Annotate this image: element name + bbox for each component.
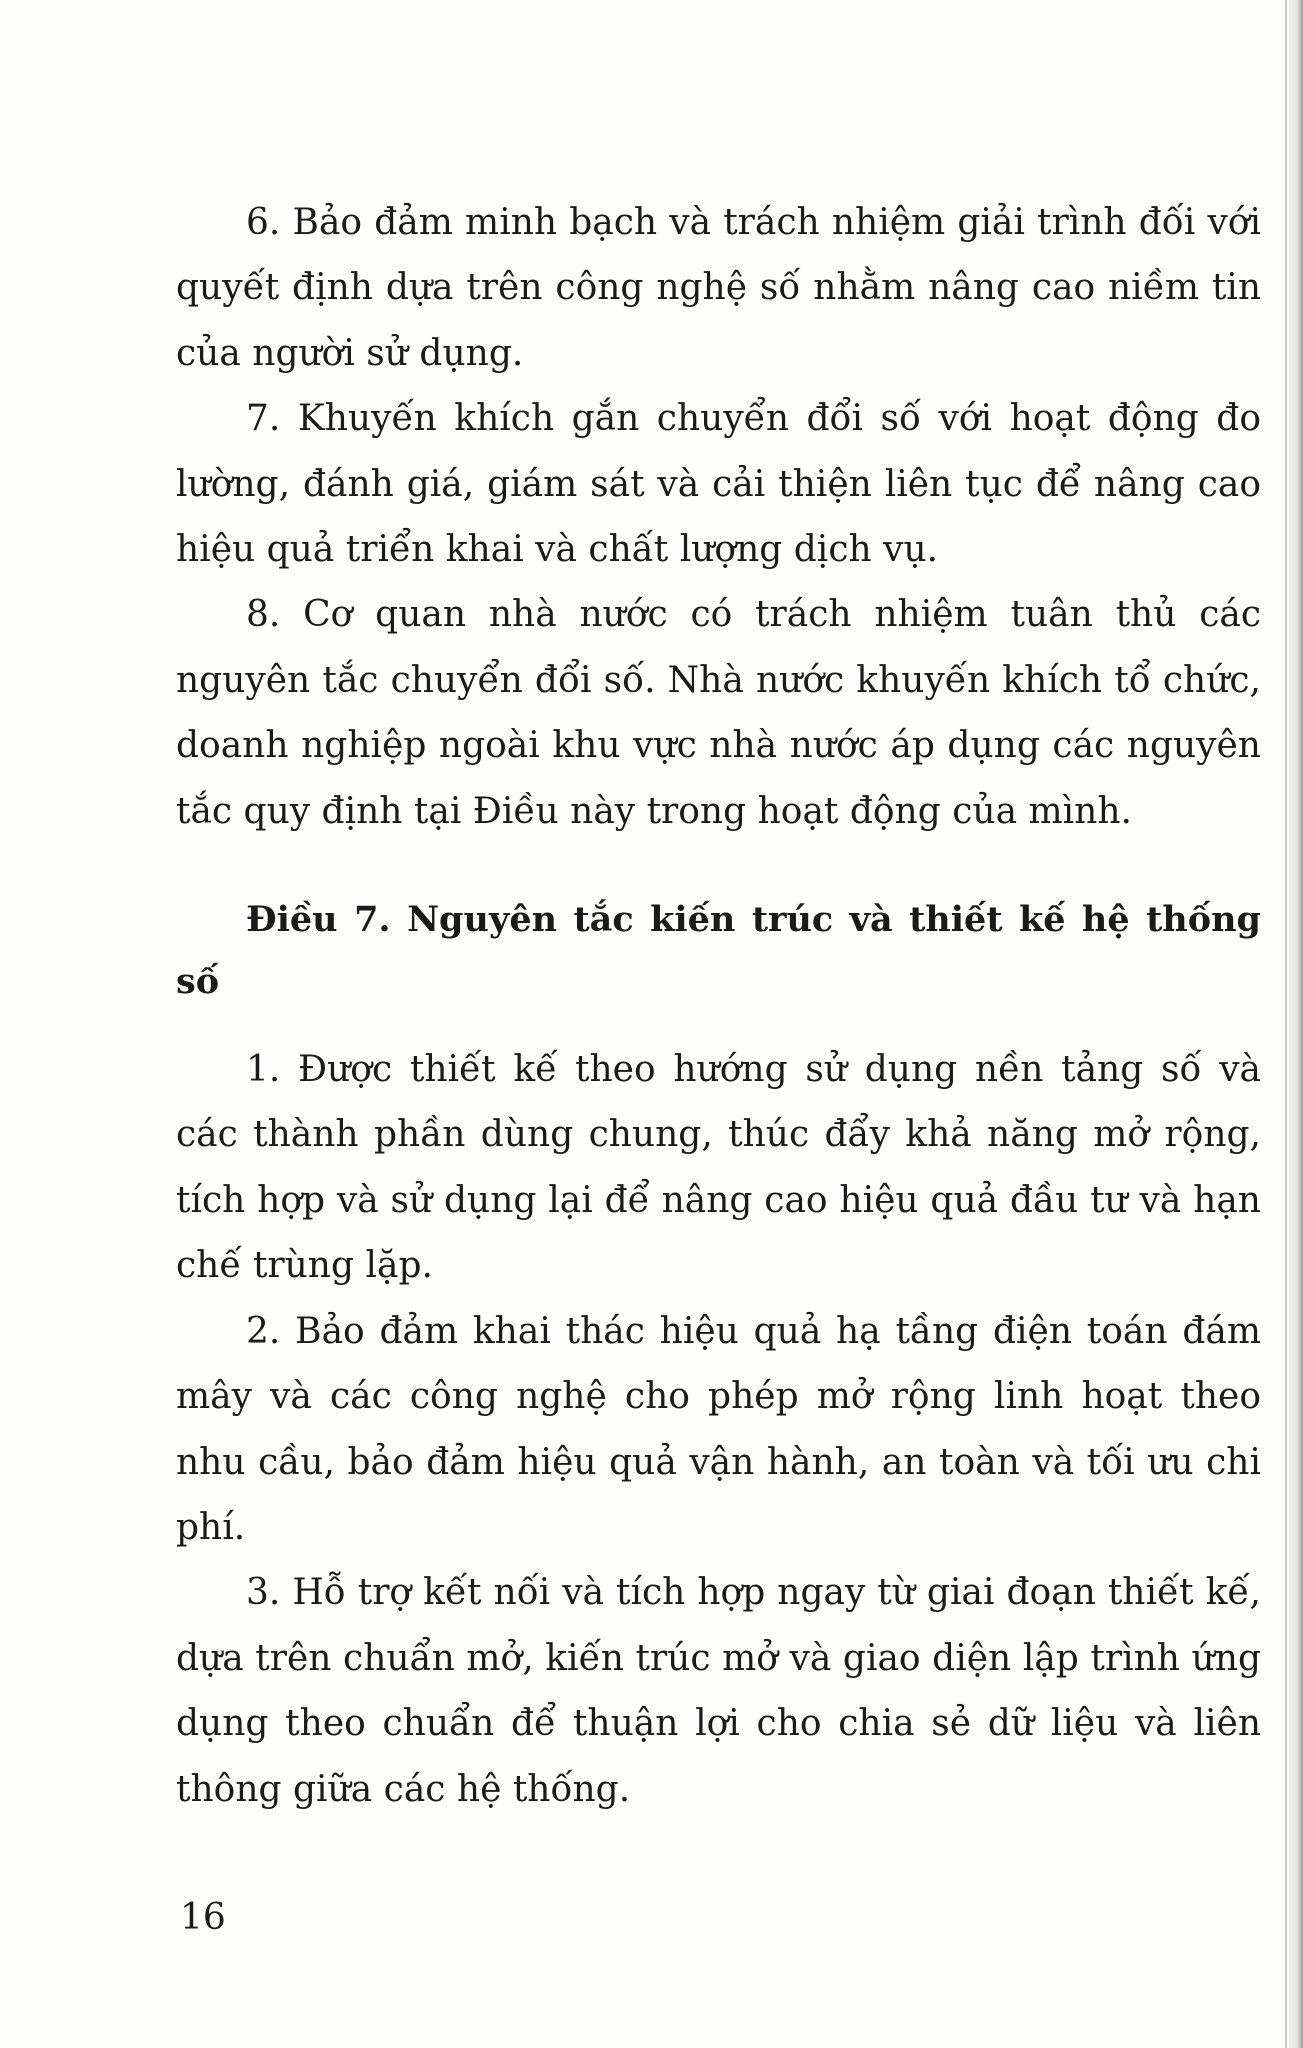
paragraph-item-7: 7. Khuyến khích gắn chuyển đổi số với hoạt động đo lường, đánh giá, giám sát và cải thiện liên tục để nâng cao hiệu quả triển khai và chất lượng dịch vụ.	[176, 398, 1261, 571]
paragraph-item-1: 1. Được thiết kế theo hướng sử dụng nền tảng số và các thành phần dùng chung, thúc đẩy khả năng mở rộng, tích hợp và sử dụng lại để nâng cao hiệu quả đầu tư và hạn chế trùng lặp.	[176, 1049, 1261, 1287]
page-edge-line	[1285, 0, 1287, 2048]
paragraph-item-3: 3. Hỗ trợ kết nối và tích hợp ngay từ giai đoạn thiết kế, dựa trên chuẩn mở, kiến trúc mở và giao diện lập trình ứng dụng theo chuẩn để thuận lợi cho chia sẻ dữ liệu và liên thông giữa các hệ thống.	[176, 1572, 1261, 1810]
body-text	[176, 190, 1261, 1822]
page-edge-shadow	[1289, 0, 1303, 2048]
paragraph-item-6: 6. Bảo đảm minh bạch và trách nhiệm giải trình đối với quyết định dựa trên công nghệ số nhằm nâng cao niềm tin của người sử dụng.	[176, 202, 1261, 374]
paragraph-item-2: 2. Bảo đảm khai thác hiệu quả hạ tầng điện toán đám mây và các công nghệ cho phép mở rộng linh hoạt theo nhu cầu, bảo đảm hiệu quả vận hành, an toàn và tối ưu chi phí.	[176, 1310, 1261, 1548]
article-heading: Điều 7. Nguyên tắc kiến trúc và thiết kế hệ thống số	[176, 899, 1261, 1003]
page-number: 16	[180, 1897, 226, 1938]
paragraph-item-8: 8. Cơ quan nhà nước có trách nhiệm tuân thủ các nguyên tắc chuyển đổi số. Nhà nước khuyến khích tổ chức, doanh nghiệp ngoài khu vực nhà nước áp dụng các nguyên tắc quy định tại Điều này trong hoạt động của mình.	[176, 594, 1261, 832]
